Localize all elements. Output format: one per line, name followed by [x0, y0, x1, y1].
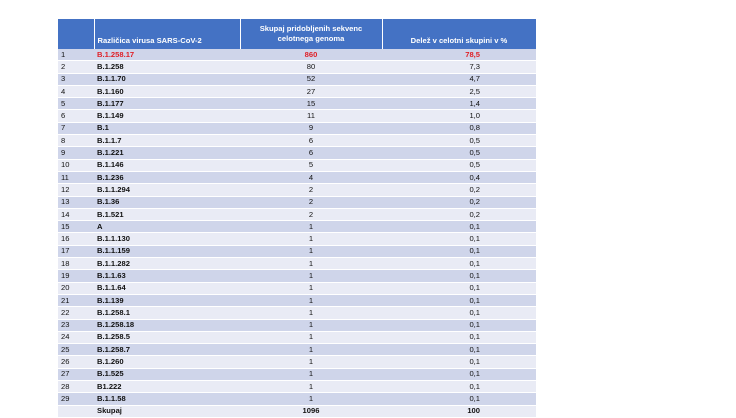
row-number: 13: [58, 196, 94, 208]
row-share-percent: 0,4: [382, 171, 536, 183]
row-variant: B.1.1.63: [94, 270, 240, 282]
row-number: 4: [58, 85, 94, 97]
row-sequence-count: 2: [240, 196, 382, 208]
row-variant: B.1.1.294: [94, 184, 240, 196]
row-share-percent: 0,1: [382, 393, 536, 405]
row-sequence-count: 860: [240, 49, 382, 61]
row-sequence-count: 5: [240, 159, 382, 171]
row-variant: B.1.146: [94, 159, 240, 171]
row-number: 2: [58, 61, 94, 73]
total-count: 1096: [240, 405, 382, 417]
row-share-percent: 0,8: [382, 122, 536, 134]
row-variant: B.1.1.64: [94, 282, 240, 294]
table-row: [58, 135, 536, 147]
row-number: 25: [58, 344, 94, 356]
row-number: 3: [58, 73, 94, 85]
table-row: [58, 208, 536, 220]
row-variant: B1.222: [94, 381, 240, 393]
total-label: Skupaj: [94, 405, 240, 417]
row-share-percent: 0,5: [382, 159, 536, 171]
row-number: 15: [58, 221, 94, 233]
row-sequence-count: 80: [240, 61, 382, 73]
row-variant: B.1.1.282: [94, 258, 240, 270]
row-number: 26: [58, 356, 94, 368]
header-number: [58, 19, 94, 49]
row-sequence-count: 4: [240, 171, 382, 183]
row-sequence-count: 15: [240, 98, 382, 110]
row-number: 23: [58, 319, 94, 331]
row-variant: B.1.258.17: [94, 49, 240, 61]
row-sequence-count: 1: [240, 233, 382, 245]
table-row: [58, 147, 536, 159]
row-sequence-count: 1: [240, 282, 382, 294]
table-row: [58, 282, 536, 294]
row-variant: B.1.525: [94, 368, 240, 380]
row-number: 28: [58, 381, 94, 393]
row-share-percent: 0,1: [382, 221, 536, 233]
table-row: [58, 245, 536, 257]
table-row: [58, 294, 536, 306]
row-sequence-count: 1: [240, 221, 382, 233]
header-row: [58, 19, 536, 49]
row-share-percent: 78,5: [382, 49, 536, 61]
row-variant: B.1.1.130: [94, 233, 240, 245]
row-share-percent: 0,2: [382, 184, 536, 196]
row-share-percent: 0,1: [382, 270, 536, 282]
row-share-percent: 0,1: [382, 294, 536, 306]
row-sequence-count: 2: [240, 184, 382, 196]
row-number: 19: [58, 270, 94, 282]
variant-table: [58, 19, 537, 418]
row-number: 10: [58, 159, 94, 171]
row-sequence-count: 1: [240, 331, 382, 343]
total-row: [58, 405, 536, 417]
row-variant: B.1.258.18: [94, 319, 240, 331]
row-number: 11: [58, 171, 94, 183]
row-sequence-count: 1: [240, 381, 382, 393]
table-row: [58, 331, 536, 343]
table-row: [58, 307, 536, 319]
row-number: 7: [58, 122, 94, 134]
header-share-percent: Delež v celotni skupini v %: [382, 19, 536, 49]
row-variant: B.1.258.7: [94, 344, 240, 356]
row-sequence-count: 9: [240, 122, 382, 134]
table-row: [58, 73, 536, 85]
row-variant: B.1.139: [94, 294, 240, 306]
row-share-percent: 0,1: [382, 282, 536, 294]
table-row: [58, 61, 536, 73]
row-sequence-count: 1: [240, 393, 382, 405]
row-variant: B.1.236: [94, 171, 240, 183]
row-number: 20: [58, 282, 94, 294]
table-row: [58, 171, 536, 183]
header-variant: Različica virusa SARS-CoV-2: [94, 19, 240, 49]
total-share: 100: [382, 405, 536, 417]
row-share-percent: 0,1: [382, 368, 536, 380]
row-number: 9: [58, 147, 94, 159]
table-row: [58, 49, 536, 61]
row-share-percent: 7,3: [382, 61, 536, 73]
row-share-percent: 0,1: [382, 233, 536, 245]
row-variant: A: [94, 221, 240, 233]
row-share-percent: 0,1: [382, 307, 536, 319]
row-variant: B.1.1.70: [94, 73, 240, 85]
row-share-percent: 0,5: [382, 135, 536, 147]
table-row: [58, 319, 536, 331]
row-sequence-count: 27: [240, 85, 382, 97]
row-variant: B.1.149: [94, 110, 240, 122]
row-variant: B.1.258.5: [94, 331, 240, 343]
table-row: [58, 110, 536, 122]
row-sequence-count: 1: [240, 245, 382, 257]
row-share-percent: 0,1: [382, 356, 536, 368]
row-variant: B.1.160: [94, 85, 240, 97]
row-sequence-count: 1: [240, 258, 382, 270]
row-share-percent: 0,1: [382, 319, 536, 331]
table-row: [58, 85, 536, 97]
row-number: 24: [58, 331, 94, 343]
row-sequence-count: 1: [240, 368, 382, 380]
row-number: 21: [58, 294, 94, 306]
row-variant: B.1.177: [94, 98, 240, 110]
row-share-percent: 4,7: [382, 73, 536, 85]
table-row: [58, 221, 536, 233]
row-share-percent: 0,1: [382, 344, 536, 356]
row-sequence-count: 1: [240, 294, 382, 306]
row-share-percent: 0,2: [382, 208, 536, 220]
row-number: 5: [58, 98, 94, 110]
table-row: [58, 381, 536, 393]
row-number: 16: [58, 233, 94, 245]
row-number: 6: [58, 110, 94, 122]
row-number: 17: [58, 245, 94, 257]
table-row: [58, 270, 536, 282]
row-sequence-count: 1: [240, 319, 382, 331]
row-number: 27: [58, 368, 94, 380]
row-variant: B.1: [94, 122, 240, 134]
row-variant: B.1.260: [94, 356, 240, 368]
row-variant: B.1.36: [94, 196, 240, 208]
row-number: 12: [58, 184, 94, 196]
table-body: [58, 49, 536, 417]
row-sequence-count: 11: [240, 110, 382, 122]
row-share-percent: 1,4: [382, 98, 536, 110]
row-sequence-count: 1: [240, 270, 382, 282]
table-row: [58, 393, 536, 405]
header-sequence-count: Skupaj pridobljenih sekvenc celotnega genoma: [240, 19, 382, 49]
row-share-percent: 0,1: [382, 245, 536, 257]
row-share-percent: 0,1: [382, 381, 536, 393]
row-variant: B.1.221: [94, 147, 240, 159]
table-row: [58, 368, 536, 380]
row-variant: B.1.258: [94, 61, 240, 73]
row-number: 8: [58, 135, 94, 147]
total-number: [58, 405, 94, 417]
table-row: [58, 196, 536, 208]
row-number: 29: [58, 393, 94, 405]
table-header: [58, 19, 536, 49]
row-number: 22: [58, 307, 94, 319]
row-variant: B.1.521: [94, 208, 240, 220]
row-sequence-count: 52: [240, 73, 382, 85]
row-sequence-count: 1: [240, 344, 382, 356]
row-sequence-count: 1: [240, 307, 382, 319]
table-row: [58, 98, 536, 110]
row-sequence-count: 2: [240, 208, 382, 220]
row-sequence-count: 6: [240, 135, 382, 147]
row-share-percent: 0,5: [382, 147, 536, 159]
table-row: [58, 356, 536, 368]
row-number: 14: [58, 208, 94, 220]
row-number: 1: [58, 49, 94, 61]
row-number: 18: [58, 258, 94, 270]
row-variant: B.1.1.58: [94, 393, 240, 405]
row-sequence-count: 1: [240, 356, 382, 368]
row-sequence-count: 6: [240, 147, 382, 159]
row-share-percent: 0,1: [382, 331, 536, 343]
table-row: [58, 184, 536, 196]
table-row: [58, 122, 536, 134]
table-row: [58, 159, 536, 171]
row-share-percent: 0,1: [382, 258, 536, 270]
row-share-percent: 1,0: [382, 110, 536, 122]
row-share-percent: 2,5: [382, 85, 536, 97]
row-variant: B.1.1.159: [94, 245, 240, 257]
row-share-percent: 0,2: [382, 196, 536, 208]
table-row: [58, 258, 536, 270]
table-row: [58, 344, 536, 356]
row-variant: B.1.1.7: [94, 135, 240, 147]
row-variant: B.1.258.1: [94, 307, 240, 319]
table-row: [58, 233, 536, 245]
